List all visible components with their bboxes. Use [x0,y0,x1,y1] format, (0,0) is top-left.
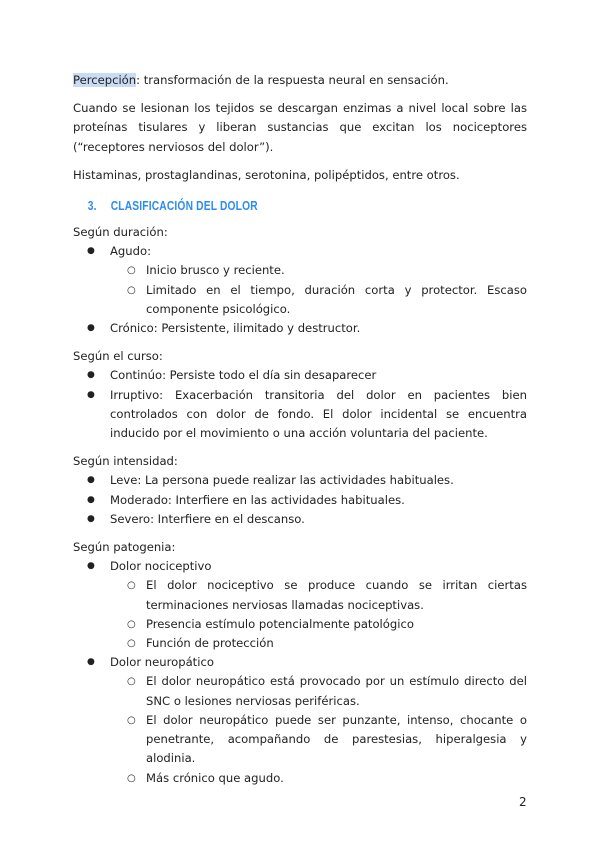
sub-list-item: ○ Más crónico que agudo. [73,769,527,788]
page-number: 2 [519,795,527,809]
list-item: ● Dolor nociceptivo [73,557,527,576]
list-item: ● Leve: La persona puede realizar las actividades habituales. [73,471,527,490]
bullet-list [73,242,527,338]
sub-list-item: ○ El dolor neuropático puede ser punzante, intenso, chocante o penetrante, acompañando de parestesias, hiperalgesia y alodinia. [73,711,527,769]
list-item: ● Irruptivo: Exacerbación transitoria del dolor en pacientes bien controlados con dolor de fondo. El dolor incidental se encuentra inducido por el movimiento o una acción voluntaria del paciente. [73,386,527,444]
list-item: ● Moderado: Interfiere en las actividades habituales. [73,491,527,510]
perception-definition: Percepción: transformación de la respuesta neural en sensación. [73,73,449,87]
sub-list-item: ○ El dolor neuropático está provocado por un estímulo directo del SNC o lesiones nerviosas periféricas. [73,672,527,710]
highlighted-term: Percepción [73,73,137,87]
bullet-list [73,366,527,443]
classification-sections [73,223,527,788]
section-title: Según intensidad: [73,454,178,469]
sub-list-item: ○ El dolor nociceptivo se produce cuando se irritan ciertas terminaciones nerviosas llamadas nociceptivas. [73,576,527,614]
document-body [73,71,527,788]
sub-list-item: ○ Inicio brusco y reciente. [73,261,527,280]
paragraph: Cuando se lesionan los tejidos se descargan enzimas a nivel local sobre las proteínas tisulares y liberan sustancias que excitan los nociceptores (“receptores nerviosos del dolor”). [73,101,527,154]
list-item: ● Crónico: Persistente, ilimitado y destructor. [73,319,527,338]
list-item: ● Dolor neuropático [73,653,527,672]
section-title: Según patogenia: [73,540,176,555]
sub-list-item: ○ Función de protección [73,634,527,653]
list-item: ● Agudo: [73,242,527,261]
sub-list-item: ○ Limitado en el tiempo, duración corta y protector. Escaso componente psicológico. [73,281,527,319]
list-item: ● Continúo: Persiste todo el día sin desaparecer [73,366,527,385]
sub-list-item: ○ Presencia estímulo potencialmente patológico [73,615,527,634]
paragraph: Histaminas, prostaglandinas, serotonina, polipéptidos, entre otros. [73,167,460,182]
list-item: ● Severo: Interfiere en el descanso. [73,510,527,529]
section-title: Según el curso: [73,349,163,364]
bullet-list [73,557,527,787]
section-heading: 3. CLASIFICACIÓN DEL DOLOR [87,199,258,214]
bullet-list [73,471,527,529]
section-title: Según duración: [73,225,168,240]
